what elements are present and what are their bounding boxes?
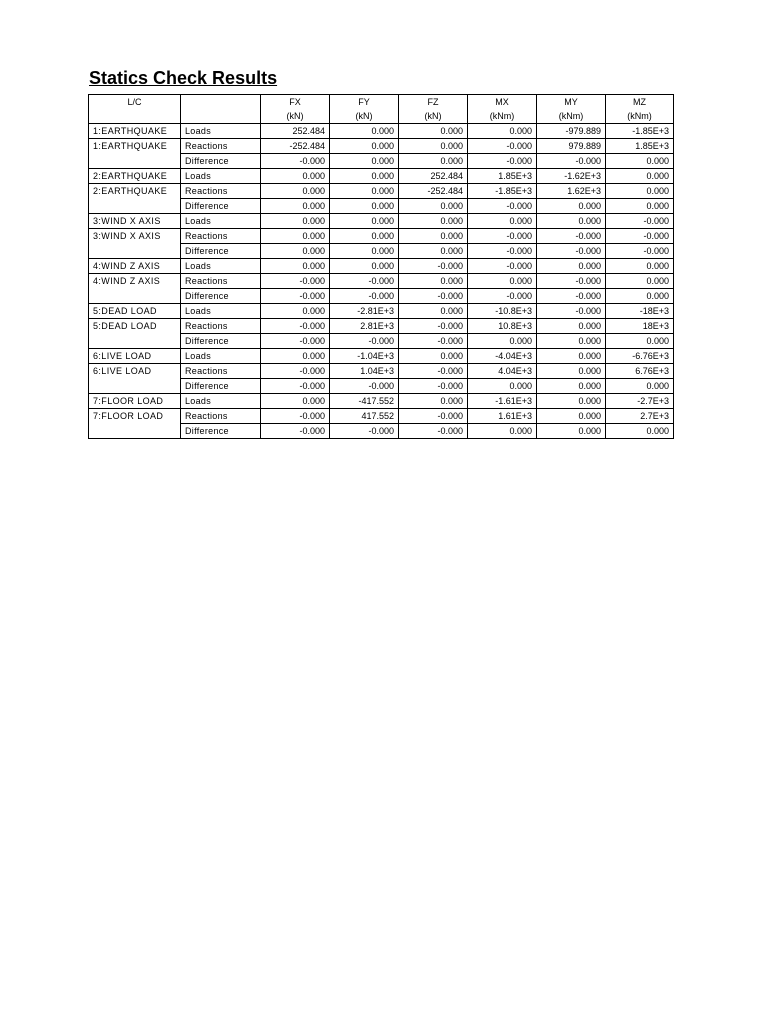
cell-fz: -0.000 [399,424,468,439]
table-row [89,199,674,214]
cell-mz: 0.000 [606,424,674,439]
cell-mx: -0.000 [468,139,537,154]
cell-mz: 0.000 [606,169,674,184]
cell-result-type: Reactions [181,364,261,379]
cell-fx: -0.000 [261,364,330,379]
table-row [89,304,674,319]
cell-fz: 0.000 [399,349,468,364]
cell-my: -0.000 [537,154,606,169]
cell-my: -0.000 [537,289,606,304]
cell-mx: 0.000 [468,424,537,439]
unit-fx: (kN) [261,109,330,124]
cell-fx: 0.000 [261,184,330,199]
cell-fy: -0.000 [330,334,399,349]
cell-mz: 0.000 [606,184,674,199]
cell-mz: 0.000 [606,379,674,394]
cell-fy: 0.000 [330,229,399,244]
unit-mz: (kNm) [606,109,674,124]
header-my: MY [537,95,606,110]
unit-my: (kNm) [537,109,606,124]
cell-load-case [89,379,181,394]
table-row [89,154,674,169]
cell-fx: -252.484 [261,139,330,154]
cell-mx: -1.85E+3 [468,184,537,199]
cell-mx: 1.85E+3 [468,169,537,184]
cell-fy: 0.000 [330,184,399,199]
cell-fx: 0.000 [261,199,330,214]
cell-mx: 4.04E+3 [468,364,537,379]
table-row [89,364,674,379]
table-row [89,319,674,334]
cell-fz: 0.000 [399,154,468,169]
cell-fx: -0.000 [261,154,330,169]
cell-mz: -1.85E+3 [606,124,674,139]
unit-mx: (kNm) [468,109,537,124]
unit-fz: (kN) [399,109,468,124]
cell-fx: 0.000 [261,244,330,259]
cell-mz: 1.85E+3 [606,139,674,154]
cell-load-case: 4:WIND Z AXIS [89,274,181,289]
cell-fy: -2.81E+3 [330,304,399,319]
cell-mx: 1.61E+3 [468,409,537,424]
cell-mx: -0.000 [468,199,537,214]
cell-fy: -0.000 [330,424,399,439]
cell-load-case: 5:DEAD LOAD [89,304,181,319]
cell-fx: 0.000 [261,394,330,409]
cell-fz: 252.484 [399,169,468,184]
cell-load-case: 3:WIND X AXIS [89,229,181,244]
cell-result-type: Reactions [181,229,261,244]
cell-fx: 252.484 [261,124,330,139]
cell-load-case: 3:WIND X AXIS [89,214,181,229]
table-row [89,139,674,154]
cell-result-type: Reactions [181,139,261,154]
cell-fz: -0.000 [399,379,468,394]
cell-result-type: Reactions [181,319,261,334]
cell-fx: -0.000 [261,409,330,424]
cell-mz: -0.000 [606,214,674,229]
cell-fx: -0.000 [261,274,330,289]
header-fz: FZ [399,95,468,110]
cell-fx: 0.000 [261,229,330,244]
cell-fy: -0.000 [330,274,399,289]
cell-mz: 0.000 [606,259,674,274]
cell-fz: 0.000 [399,274,468,289]
cell-mz: -6.76E+3 [606,349,674,364]
cell-fx: 0.000 [261,169,330,184]
cell-fy: -417.552 [330,394,399,409]
cell-result-type: Loads [181,394,261,409]
cell-mz: 0.000 [606,274,674,289]
table-row [89,409,674,424]
cell-load-case [89,154,181,169]
cell-fz: -0.000 [399,334,468,349]
cell-load-case: 4:WIND Z AXIS [89,259,181,274]
cell-fz: 0.000 [399,394,468,409]
cell-mz: 0.000 [606,334,674,349]
cell-result-type: Difference [181,334,261,349]
cell-mx: 0.000 [468,214,537,229]
cell-mx: -1.61E+3 [468,394,537,409]
table-row [89,274,674,289]
cell-fy: 0.000 [330,154,399,169]
cell-mx: -0.000 [468,289,537,304]
cell-mz: 6.76E+3 [606,364,674,379]
header-row-labels [89,95,674,110]
cell-my: -1.62E+3 [537,169,606,184]
cell-mx: 0.000 [468,124,537,139]
cell-my: -0.000 [537,229,606,244]
cell-load-case [89,424,181,439]
cell-my: 0.000 [537,424,606,439]
cell-fz: 0.000 [399,304,468,319]
cell-fy: -1.04E+3 [330,349,399,364]
cell-fy: 0.000 [330,214,399,229]
cell-mz: 18E+3 [606,319,674,334]
cell-my: 0.000 [537,409,606,424]
cell-fz: -252.484 [399,184,468,199]
cell-fx: -0.000 [261,319,330,334]
cell-fx: 0.000 [261,214,330,229]
page-title: Statics Check Results [89,68,278,88]
cell-result-type: Loads [181,304,261,319]
cell-result-type: Loads [181,349,261,364]
cell-result-type: Loads [181,169,261,184]
unit-fy: (kN) [330,109,399,124]
header-mz: MZ [606,95,674,110]
cell-fy: 0.000 [330,124,399,139]
cell-my: 1.62E+3 [537,184,606,199]
cell-fx: -0.000 [261,289,330,304]
cell-fz: -0.000 [399,319,468,334]
cell-my: 0.000 [537,364,606,379]
table-row [89,394,674,409]
table-row [89,334,674,349]
cell-fz: 0.000 [399,244,468,259]
cell-fy: 0.000 [330,259,399,274]
header-type [181,95,261,110]
statics-results-table [88,94,674,439]
table-row [89,214,674,229]
table-row [89,124,674,139]
cell-mx: -0.000 [468,229,537,244]
cell-fz: 0.000 [399,214,468,229]
cell-mx: 0.000 [468,334,537,349]
cell-fz: -0.000 [399,259,468,274]
unit-type [181,109,261,124]
cell-fy: 0.000 [330,169,399,184]
cell-fx: 0.000 [261,349,330,364]
cell-load-case: 1:EARTHQUAKE [89,124,181,139]
cell-mz: -2.7E+3 [606,394,674,409]
cell-load-case [89,289,181,304]
cell-fx: -0.000 [261,379,330,394]
cell-mz: -18E+3 [606,304,674,319]
header-fx: FX [261,95,330,110]
cell-fx: 0.000 [261,304,330,319]
cell-load-case: 1:EARTHQUAKE [89,139,181,154]
cell-mx: -0.000 [468,154,537,169]
cell-my: -0.000 [537,274,606,289]
cell-result-type: Loads [181,214,261,229]
cell-mx: 0.000 [468,274,537,289]
cell-result-type: Difference [181,154,261,169]
cell-mx: -0.000 [468,244,537,259]
header-lc: L/C [89,95,181,110]
cell-my: -979.889 [537,124,606,139]
cell-my: 0.000 [537,259,606,274]
table-row [89,289,674,304]
cell-my: 0.000 [537,199,606,214]
cell-my: -0.000 [537,244,606,259]
cell-mz: 2.7E+3 [606,409,674,424]
cell-my: 0.000 [537,334,606,349]
cell-my: -0.000 [537,304,606,319]
table-row [89,244,674,259]
cell-load-case [89,199,181,214]
cell-fz: -0.000 [399,289,468,304]
cell-my: 979.889 [537,139,606,154]
cell-fz: 0.000 [399,229,468,244]
cell-my: 0.000 [537,349,606,364]
cell-fz: 0.000 [399,139,468,154]
cell-fy: 2.81E+3 [330,319,399,334]
cell-load-case: 6:LIVE LOAD [89,364,181,379]
cell-fx: -0.000 [261,424,330,439]
table-row [89,379,674,394]
table-row [89,349,674,364]
cell-fx: -0.000 [261,334,330,349]
table-row [89,424,674,439]
header-row-units [89,109,674,124]
cell-fz: 0.000 [399,199,468,214]
header-mx: MX [468,95,537,110]
cell-load-case: 7:FLOOR LOAD [89,409,181,424]
cell-result-type: Reactions [181,274,261,289]
cell-fy: 1.04E+3 [330,364,399,379]
cell-load-case: 2:EARTHQUAKE [89,184,181,199]
table-row [89,259,674,274]
cell-result-type: Reactions [181,184,261,199]
cell-my: 0.000 [537,379,606,394]
table-row [89,169,674,184]
cell-mx: 0.000 [468,379,537,394]
cell-mx: -0.000 [468,259,537,274]
cell-fy: 417.552 [330,409,399,424]
table-row [89,229,674,244]
cell-result-type: Difference [181,244,261,259]
cell-load-case [89,244,181,259]
cell-result-type: Loads [181,259,261,274]
cell-result-type: Difference [181,199,261,214]
cell-load-case [89,334,181,349]
cell-my: 0.000 [537,214,606,229]
cell-result-type: Reactions [181,409,261,424]
cell-mx: -4.04E+3 [468,349,537,364]
cell-fy: 0.000 [330,139,399,154]
cell-fz: -0.000 [399,409,468,424]
cell-mz: 0.000 [606,154,674,169]
cell-fy: 0.000 [330,199,399,214]
cell-result-type: Difference [181,289,261,304]
cell-my: 0.000 [537,319,606,334]
cell-mx: 10.8E+3 [468,319,537,334]
cell-fz: -0.000 [399,364,468,379]
cell-fx: 0.000 [261,259,330,274]
unit-lc [89,109,181,124]
table-body [89,95,674,439]
cell-mz: 0.000 [606,199,674,214]
cell-result-type: Difference [181,424,261,439]
cell-load-case: 2:EARTHQUAKE [89,169,181,184]
cell-mx: -10.8E+3 [468,304,537,319]
cell-fy: 0.000 [330,244,399,259]
cell-fz: 0.000 [399,124,468,139]
cell-fy: -0.000 [330,289,399,304]
header-fy: FY [330,95,399,110]
cell-result-type: Difference [181,379,261,394]
cell-result-type: Loads [181,124,261,139]
cell-fy: -0.000 [330,379,399,394]
cell-load-case: 6:LIVE LOAD [89,349,181,364]
cell-load-case: 7:FLOOR LOAD [89,394,181,409]
cell-mz: 0.000 [606,289,674,304]
cell-my: 0.000 [537,394,606,409]
table-row [89,184,674,199]
cell-mz: -0.000 [606,229,674,244]
cell-mz: -0.000 [606,244,674,259]
cell-load-case: 5:DEAD LOAD [89,319,181,334]
